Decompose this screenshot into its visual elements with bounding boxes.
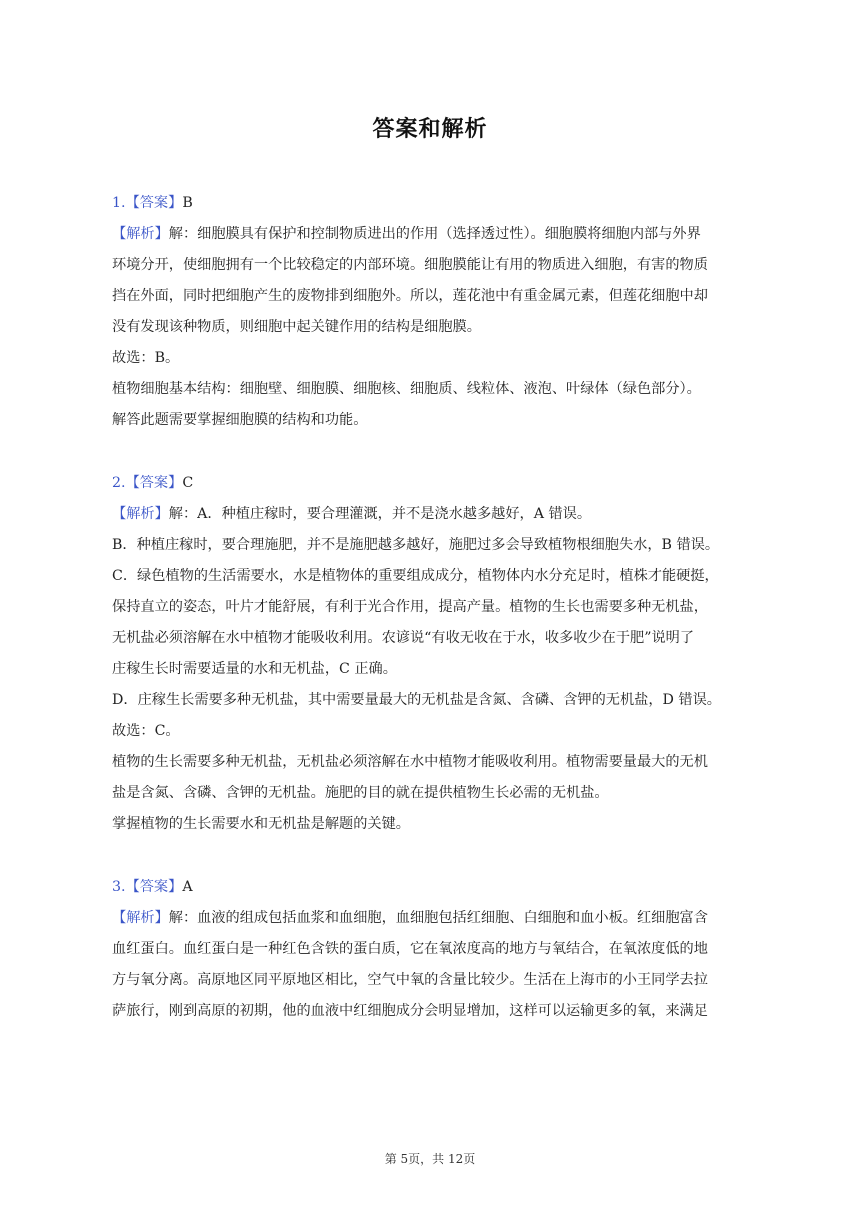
- explanation-text: 故选：C。: [112, 723, 180, 739]
- explanation-line: [112, 685, 752, 716]
- answer-line: [112, 468, 752, 499]
- page-title: 答案和解析: [372, 117, 488, 142]
- explanation-text: 没有发现该种物质，则细胞中起关键作用的结构是细胞膜。: [112, 319, 481, 335]
- explanation-line: [112, 654, 752, 685]
- page-footer: 第 5页，共 12页: [384, 1152, 476, 1166]
- explanation-line: [112, 499, 752, 530]
- explanation-text: 盐是含氮、含磷、含钾的无机盐。施肥的目的就在提供植物生长必需的无机盐。: [112, 785, 609, 801]
- explanation-line: [112, 374, 752, 405]
- answer-tag: 【答案】: [125, 195, 183, 211]
- explanation-line: [112, 592, 752, 623]
- answer-tag: 【答案】: [125, 879, 183, 895]
- explanation-line: [112, 965, 752, 996]
- answer-item: [112, 468, 752, 840]
- explanation-tag: 【解析】: [112, 506, 169, 522]
- explanation-text: 挡在外面，同时把细胞产生的废物排到细胞外。所以，莲花池中有重金属元素，但莲花细胞中却: [112, 288, 708, 304]
- question-number: 3.: [112, 879, 126, 895]
- explanation-line: [112, 312, 752, 343]
- explanation-line: [112, 405, 752, 436]
- explanation-text: 无机盐必须溶解在水中植物才能吸收利用。农谚说“有收无收在于水，收多收少在于肥”说明了: [112, 630, 695, 646]
- explanation-line: [112, 934, 752, 965]
- explanation-line: [112, 530, 752, 561]
- explanation-text: B．种植庄稼时，要合理施肥，并不是施肥越多越好，施肥过多会导致植物根细胞失水，B 错误。: [112, 537, 720, 553]
- explanation-text: 庄稼生长时需要适量的水和无机盐，C 正确。: [112, 661, 397, 677]
- explanation-line: [112, 996, 752, 1027]
- question-number: 1.: [112, 195, 126, 211]
- explanation-text: 解：细胞膜具有保护和控制物质进出的作用（选择透过性）。细胞膜将细胞内部与外界: [168, 226, 701, 242]
- explanation-line: [112, 343, 752, 374]
- explanation-tag: 【解析】: [112, 910, 169, 926]
- answers-content: [112, 188, 752, 1059]
- explanation-line: [112, 747, 752, 778]
- explanation-text: 植物细胞基本结构：细胞壁、细胞膜、细胞核、细胞质、线粒体、液泡、叶绿体（绿色部分）。: [112, 381, 701, 397]
- explanation-line: [112, 250, 752, 281]
- answer-line: [112, 188, 752, 219]
- explanation-text: 保持直立的姿态，叶片才能舒展，有利于光合作用，提高产量。植物的生长也需要多种无机盐，: [112, 599, 708, 615]
- answer-line: [112, 872, 752, 903]
- explanation-line: [112, 778, 752, 809]
- explanation-text: C．绿色植物的生活需要水，水是植物体的重要组成成分，植物体内水分充足时，植株才能硬挺，: [112, 568, 719, 584]
- explanation-text: 植物的生长需要多种无机盐，无机盐必须溶解在水中植物才能吸收利用。植物需要量最大的无机: [112, 754, 708, 770]
- explanation-line: [112, 219, 752, 250]
- explanation-text: 萨旅行，刚到高原的初期，他的血液中红细胞成分会明显增加，这样可以运输更多的氧，来满足: [112, 1003, 708, 1019]
- answer-tag: 【答案】: [125, 475, 183, 491]
- explanation-text: 掌握植物的生长需要水和无机盐是解题的关键。: [112, 816, 410, 832]
- answer-value: A: [182, 879, 193, 895]
- answer-value: B: [182, 195, 193, 211]
- explanation-line: [112, 623, 752, 654]
- answer-value: C: [182, 475, 194, 491]
- explanation-text: D．庄稼生长需要多种无机盐，其中需要量最大的无机盐是含氮、含磷、含钾的无机盐，D 错误。: [112, 692, 721, 708]
- explanation-text: 解：A．种植庄稼时，要合理灌溉，并不是浇水越多越好，A 错误。: [168, 506, 592, 522]
- explanation-line: [112, 281, 752, 312]
- explanation-line: [112, 716, 752, 747]
- explanation-text: 故选：B。: [112, 350, 180, 366]
- explanation-text: 环境分开，使细胞拥有一个比较稳定的内部环境。细胞膜能让有用的物质进入细胞，有害的物质: [112, 257, 708, 273]
- explanation-line: [112, 809, 752, 840]
- explanation-text: 解：血液的组成包括血浆和血细胞，血细胞包括红细胞、白细胞和血小板。红细胞富含: [168, 910, 708, 926]
- explanation-line: [112, 903, 752, 934]
- explanation-line: [112, 561, 752, 592]
- explanation-tag: 【解析】: [112, 226, 169, 242]
- answer-item: [112, 872, 752, 1027]
- explanation-text: 方与氧分离。高原地区同平原地区相比，空气中氧的含量比较少。生活在上海市的小王同学去拉: [112, 972, 708, 988]
- answer-item: [112, 188, 752, 436]
- explanation-text: 血红蛋白。血红蛋白是一种红色含铁的蛋白质，它在氧浓度高的地方与氧结合，在氧浓度低的地: [112, 941, 708, 957]
- question-number: 2.: [112, 475, 126, 491]
- explanation-text: 解答此题需要掌握细胞膜的结构和功能。: [112, 412, 368, 428]
